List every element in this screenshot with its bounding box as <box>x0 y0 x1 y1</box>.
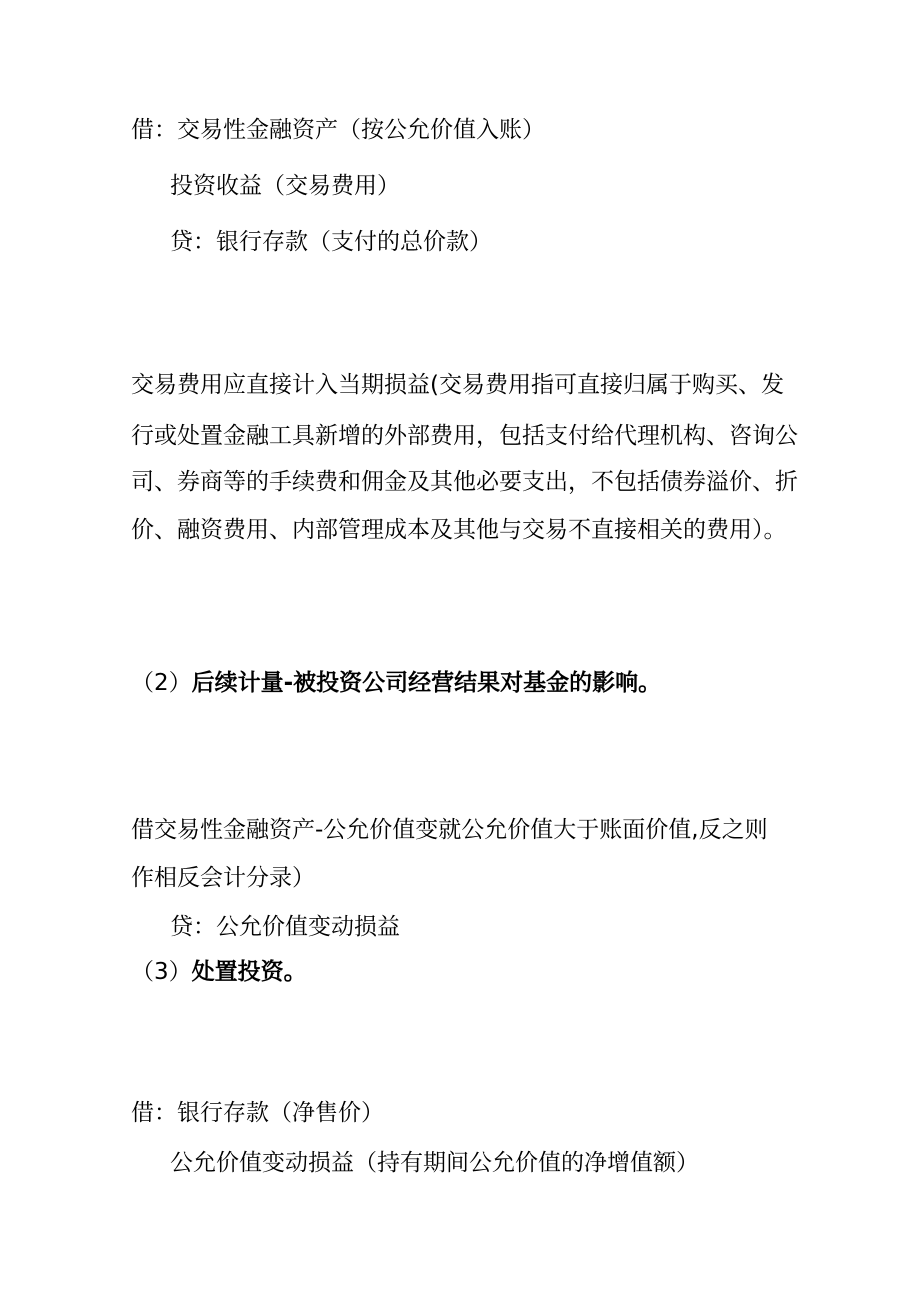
section2-title: 后续计量-被投资公司经营结果对基金的影响。 <box>191 670 662 696</box>
paragraph1-line-4: 价、融资费用、内部管理成本及其他与交易不直接相关的费用）。 <box>131 517 787 543</box>
paragraph1-line-3: 司、券商等的手续费和佣金及其他必要支出，不包括债券溢价、折 <box>131 469 798 495</box>
section2-number: （2） <box>131 670 192 696</box>
section2-heading <box>131 667 661 699</box>
paragraph1-line-2: 行或处置金融工具新增的外部费用，包括支付给代理机构、咨询公 <box>131 423 798 449</box>
paragraph1-line-1: 交易费用应直接计入当期损益(交易费用指可直接归属于购买、发 <box>131 372 784 398</box>
section3-number: （3） <box>131 959 192 985</box>
entry1-credit-line: 贷：银行存款（支付的总价款） <box>170 229 492 255</box>
entry2-credit-line: 贷：公允价值变动损益 <box>170 914 400 940</box>
entry1-debit-line-2: 投资收益（交易费用） <box>170 173 400 199</box>
entry2-line-2: 作相反会计分录） <box>131 865 315 891</box>
entry1-debit-line: 借：交易性金融资产（按公允价值入账） <box>131 117 545 143</box>
section3-heading <box>131 956 307 988</box>
entry3-debit-line: 借：银行存款（净售价） <box>131 1100 384 1126</box>
entry2-line-1: 借交易性金融资产-公允价值变就公允价值大于账面价值,反之则 <box>131 817 768 843</box>
entry3-debit-line-2: 公允价值变动损益（持有期间公允价值的净增值额） <box>170 1150 699 1176</box>
section3-title: 处置投资。 <box>191 959 307 985</box>
